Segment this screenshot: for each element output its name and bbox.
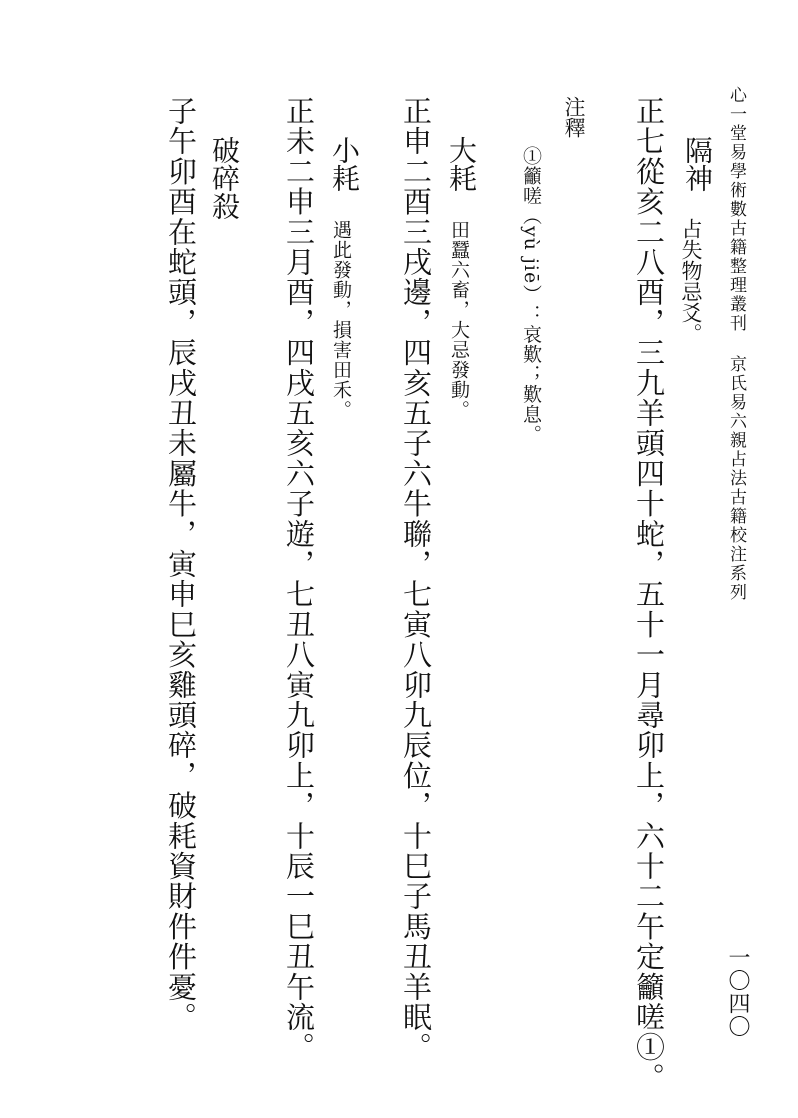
verse-xiaohao: 正未二申三月酉，四戌五亥六子遊，七丑八寅九卯上，十辰一巳丑午流。 xyxy=(282,96,316,1063)
section-heading-gesheng: 隔神 xyxy=(681,136,714,192)
section-heading-posuisha: 破碎殺 xyxy=(208,136,241,220)
section-subheading-gesheng: 占失物忌爻。 xyxy=(679,218,703,344)
verse-dahao: 正申二酉三戌邊，四亥五子六牛聯，七寅八卯九辰位，十巳子馬丑羊眠。 xyxy=(399,96,433,1063)
verse-posuisha: 子午卯酉在蛇頭，辰戌丑未屬牛，寅申巳亥雞頭碎，破耗資財件件憂。 xyxy=(164,96,198,1033)
note-1 xyxy=(521,146,540,444)
notes-label: 注釋 xyxy=(562,96,586,138)
note-pron-open: （ xyxy=(520,206,542,226)
note-term: 籲嗟 xyxy=(520,166,542,206)
note-pron-close: ） xyxy=(520,284,542,305)
note-pronunciation: yù jiē xyxy=(520,226,542,285)
sub-series-title: 京氏易六親占法古籍校注系列 xyxy=(726,355,746,602)
note-definition: ：哀歎；歎息。 xyxy=(520,304,542,445)
section-subheading-dahao: 田蠶六畜，大忌發動。 xyxy=(448,220,470,420)
series-title: 心一堂易學術數古籍整理叢刊 xyxy=(726,86,746,333)
verse-gesheng: 正七從亥二八酉，三九羊頭四十蛇，五十一月尋卯上，六十二午定籲嗟①。 xyxy=(632,96,666,1093)
section-subheading-xiaohao: 遇此發動，損害田禾。 xyxy=(330,220,352,420)
note-marker: ① xyxy=(520,146,542,166)
page-number: 一〇四〇 xyxy=(725,946,750,1038)
section-heading-xiaohao: 小耗 xyxy=(328,136,361,192)
running-header xyxy=(727,86,744,602)
section-heading-dahao: 大耗 xyxy=(445,136,478,192)
